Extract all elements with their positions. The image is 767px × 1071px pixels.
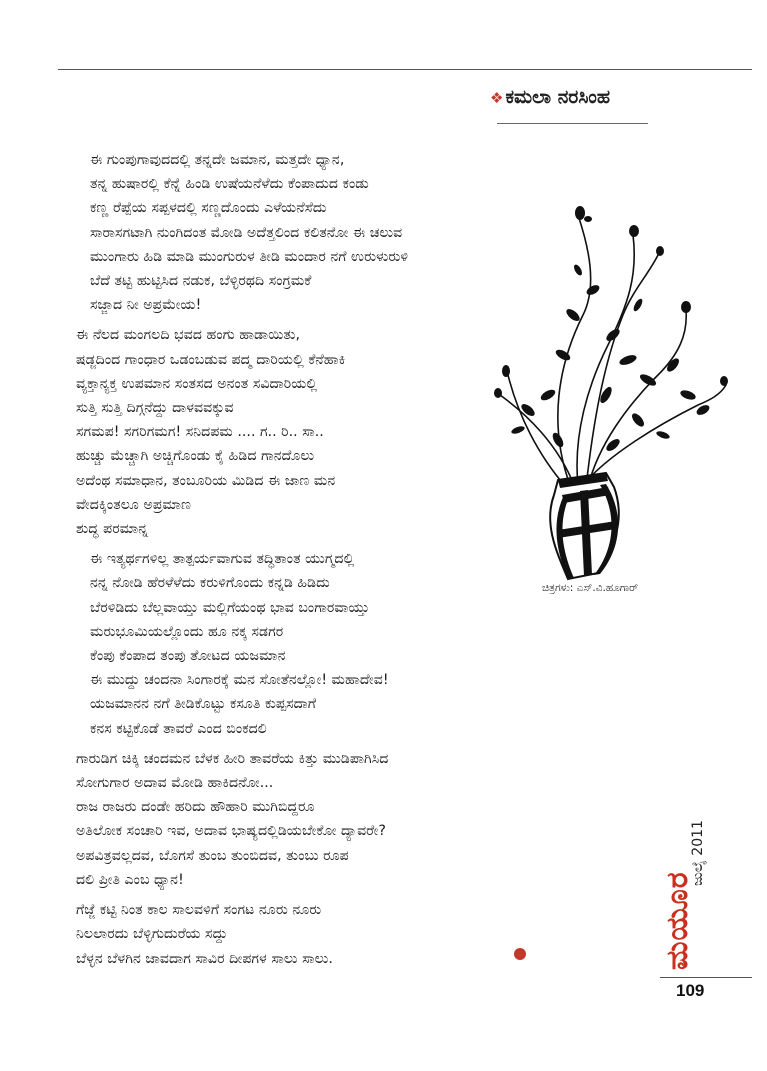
issue-date: ಜುಲೈ 2011 xyxy=(690,820,706,886)
poem-line: ಬೆದೆ ತಟ್ಟಿ ಹುಟ್ಟಿಸಿದ ನಡುಕ, ಬೆಳ್ಳಿರಥದಿ ಸಂಗ್ರಮಕೆ xyxy=(90,273,312,290)
stanza-2 xyxy=(76,323,546,541)
poem-line: ಬೆರಳಿಡಿದು ಬೆಲ್ಲವಾಯ್ತು ಮಲ್ಲಿಗೆಯಂಥ ಭಾವ ಬಂಗಾರವಾಯ್ತು xyxy=(90,599,370,616)
poem-line: ಅಪವಿತ್ರವಲ್ಲದವ, ಬೊಗಸೆ ತುಂಬ ತುಂಬಿದವ, ತುಂಬು ರೂಪ xyxy=(76,847,349,864)
poem-line: ಈ ಇತ್ಯರ್ಥಗಳಿಲ್ಲ ತಾತ್ಪರ್ಯವಾಗುವ ತದ್ಧಿತಾಂತ ಯುಗ್ಮದಲ್ಲಿ xyxy=(90,551,355,568)
vase-flowers-illustration xyxy=(488,195,728,585)
poem-line: ತನ್ನ ಹುಷಾರಲ್ಲಿ ಕೆನ್ನೆ ಹಿಂಡಿ ಉಷೆಯನೆಳೆದು ಕೆಂಪಾದುದ ಕಂಡು xyxy=(90,176,369,193)
poem-line: ಬೆಳ್ಳನ ಬೆಳಗಿನ ಜಾವದಾಗ ಸಾವಿರ ದೀಪಗಳ ಸಾಲು ಸಾಲು. xyxy=(76,950,333,967)
poem-line: ಕೆಂಪು ಕೆಂಪಾದ ತಂಪು ತೋಟದ ಯಜಮಾನ xyxy=(90,648,286,665)
poem-line: ಈ ಗುಂಪುಗಾವುದದಲ್ಲಿ ತನ್ನದೇ ಜಮಾನ, ಮತ್ತದೇ ಧ್ಯಾನ, xyxy=(90,152,345,168)
stanza-4 xyxy=(76,747,546,892)
poem-line: ಅದೆಂಥ ಸಮಾಧಾನ, ತಂಬೂರಿಯ ಮಿಡಿದ ಈ ಜಾಣ ಮನ xyxy=(76,472,336,489)
author-name: ಕಮಲಾ ನರಸಿಂಹ xyxy=(505,86,610,108)
poem-line: ಸಾರಾಸಗಟಾಗಿ ನುಂಗಿದಂತ ಮೋಡಿ ಅದೆತ್ತಲಿಂದ ಕಲಿತನೋ ಈ ಚಲುವ xyxy=(90,224,403,241)
header-rule xyxy=(58,69,752,70)
poem-line: ಸೋಗುಗಾರ ಅದಾವ ಮೋಡಿ ಹಾಕಿದನೋ... xyxy=(76,775,274,792)
poem-line: ಈ ನೆಲದ ಮಂಗಲದಿ ಭವದ ಹಂಗು ಹಾಡಾಯಿತು, xyxy=(76,327,300,344)
poem-line: ರಾಜ ರಾಜರು ದಂಡೇ ಹರಿದು ಹೌಹಾರಿ ಮುಗಿಬಿದ್ದರೂ xyxy=(76,799,315,816)
page-number: 109 xyxy=(676,981,705,1000)
stanza-3 xyxy=(76,547,546,741)
poem-line: ಸಜ್ಜಾದ ನೀ ಅಪ್ರಮೇಯ! xyxy=(90,297,202,314)
poem-line: ಕಣ್ಣ ರೆಪ್ಪೆಯ ಸಪ್ಪಳದಲ್ಲಿ ಸಣ್ಣದೊಂದು ಎಳೆಯನೆಸೆದು xyxy=(90,200,327,217)
poem-line: ಗೆಜ್ಜೆ ಕಟ್ಟಿ ನಿಂತ ಕಾಲ ಸಾಲವಳಿಗೆ ಸಂಗಟ ನೂರು ನೂರು xyxy=(76,902,322,919)
poem-line: ದಲಿ ಪ್ರೀತಿ ಎಂಬ ಧ್ಯಾನ! xyxy=(76,871,184,888)
poem-line: ಶುದ್ಧ ಪರಮಾನ್ನ xyxy=(76,521,149,538)
magazine-title: ಮಯೂರ xyxy=(660,871,695,970)
author-underline xyxy=(497,123,648,124)
stanza-5 xyxy=(76,898,546,971)
poem-line: ವ್ಯಕ್ತಾನ್ಯಕ್ತ ಉಪಮಾನ ಸಂತಸದ ಅನಂತ ಸವಿದಾರಿಯಲ್ಲಿ xyxy=(76,375,318,392)
poem-line: ಮುಂಗಾರು ಹಿಡಿ ಮಾಡಿ ಮುಂಗುರುಳ ತೀಡಿ ಮಂದಾರ ನಗೆ ಉರುಳುರುಳಿ xyxy=(90,248,409,265)
poem-line: ಈ ಮುದ್ದು ಚಂದನಾ ಸಿಂಗಾರಕ್ಕೆ ಮನ ಸೋತೆನಲ್ಲೋ! ಮಹಾದೇವ! xyxy=(90,672,389,689)
decorative-dot xyxy=(514,948,526,960)
poem-line: ಅತಿಲೋಕ ಸಂಚಾರಿ ಇವ, ಅದಾವ ಭಾಷ್ಯದಲ್ಲಿಡಿಯಬೇಕೋ ದ್ಯಾವರೇ? xyxy=(76,823,386,840)
poem-line: ಸುತ್ತಿ ಸುತ್ತಿ ದಿಗ್ಗನೆದ್ದು ದಾಳವವಕ್ಕುವ xyxy=(76,400,234,417)
footer-rule xyxy=(660,977,752,978)
poem-line: ಹುಚ್ಚು ಮೆಚ್ಚಾಗಿ ಅಚ್ಚಿಗೊಂಡು ಕೈ ಹಿಡಿದ ಗಾನದೊಲು xyxy=(76,448,315,465)
poem-line: ಸಗಮಪ! ಸಗರಿಗಮಗ! ಸನಿದಪಮ .... ಗ.. ರಿ.. ಸಾ.. xyxy=(76,424,324,441)
stanza-1 xyxy=(76,148,546,317)
poem-line: ನಿಲಲಾರದು ಬೆಳ್ಳಿಗುದುರೆಯ ಸದ್ದು xyxy=(76,926,228,943)
poem-line: ಯಜಮಾನನ ನಗೆ ತೀಡಿಕೊಟ್ಟು ಕಸೂತಿ ಕುಪ್ಪಸದಾಗೆ xyxy=(90,696,317,713)
poem-line: ಗಾರುಡಿಗ ಚಿಕ್ಕಿ ಚಂದಮನ ಬೆಳಕ ಹೀರಿ ತಾವರೆಯ ಕಿತ್ತು ಮುಡಿಪಾಗಿಸಿದ xyxy=(76,750,389,767)
poem-line: ಕನಸ ಕಟ್ಟಿಕೊಡೆ ತಾವರೆ ಎಂದ ಬಿಂಕದಲಿ xyxy=(90,720,267,737)
poem-body xyxy=(76,148,546,977)
diamond-bullet-icon: ❖ xyxy=(490,89,504,107)
poem-line: ನನ್ನ ನೋಡಿ ಹೆರಳೆಳೆದು ಕರುಳಿಗೊಂದು ಕನ್ನಡಿ ಹಿಡಿದು xyxy=(90,575,330,592)
illustration-credit: ಚಿತ್ರಗಳು: ಎಸ್.ವಿ.ಹೂಗಾರ್ xyxy=(542,582,639,594)
poem-line: ವೇದಕ್ಕಿಂತಲೂ ಅಪ್ರಮಾಣ xyxy=(76,496,192,513)
poem-line: ಮರುಭೂಮಿಯಲ್ಲೊಂದು ಹೂ ನಕ್ಕ ಸಡಗರ xyxy=(90,623,284,640)
author-byline xyxy=(490,86,610,108)
poem-line: ಷಡ್ಜದಿಂದ ಗಾಂಧಾರ ಒಡಂಬಡುವ ಪದ್ಮ ದಾರಿಯಲ್ಲಿ ಕೆನೆಹಾಕಿ xyxy=(76,351,346,368)
